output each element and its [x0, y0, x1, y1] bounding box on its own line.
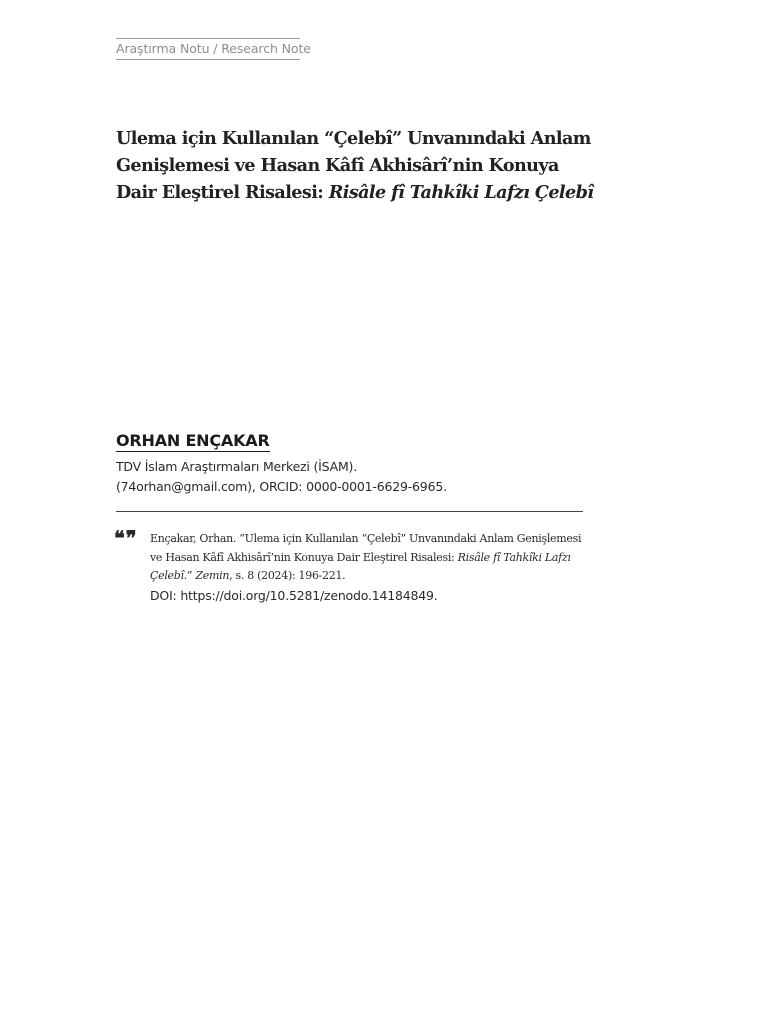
citation-text — [150, 530, 586, 586]
quote-icon: ❝❞ — [114, 526, 138, 550]
citation-journal: Zemin — [195, 569, 230, 582]
citation-text-part1: Ençakar, Orhan. “Ulema için Kullanılan “Çelebî” Unvanındaki Anlam Genişlemesi ve Hasan Kâfî Akhisârî’nin Konuya Dair Eleştirel Risalesi: — [150, 532, 582, 564]
divider — [116, 511, 583, 512]
author-affiliation — [116, 457, 586, 497]
citation-text-part2: .” — [183, 569, 193, 582]
affiliation-line: TDV İslam Araştırmaları Merkezi (İSAM). — [116, 459, 357, 474]
citation-block — [150, 530, 586, 605]
article-title-italic: Risâle fî Tahkîki Lafzı Çelebî — [328, 182, 594, 203]
citation-text-part3: , s. 8 (2024): 196-221. — [229, 569, 346, 582]
doi-link[interactable]: DOI: https://doi.org/10.5281/zenodo.14184849. — [150, 587, 438, 603]
author-name: ORHAN ENÇAKAR — [116, 431, 270, 450]
article-title — [116, 125, 596, 206]
article-title-main: Ulema için Kullanılan “Çelebî” Unvanındaki Anlam Genişlemesi ve Hasan Kâfî Akhisârî’nin Konuya Dair Eleştirel Risalesi: — [116, 128, 591, 203]
contact-line: (74orhan@gmail.com), ORCID: 0000-0001-6629-6965. — [116, 479, 447, 494]
section-tag: Araştırma Notu / Research Note — [116, 38, 300, 60]
citation-italic-title: Risâle fî Tahkîki Lafzı Çelebî — [150, 550, 571, 582]
